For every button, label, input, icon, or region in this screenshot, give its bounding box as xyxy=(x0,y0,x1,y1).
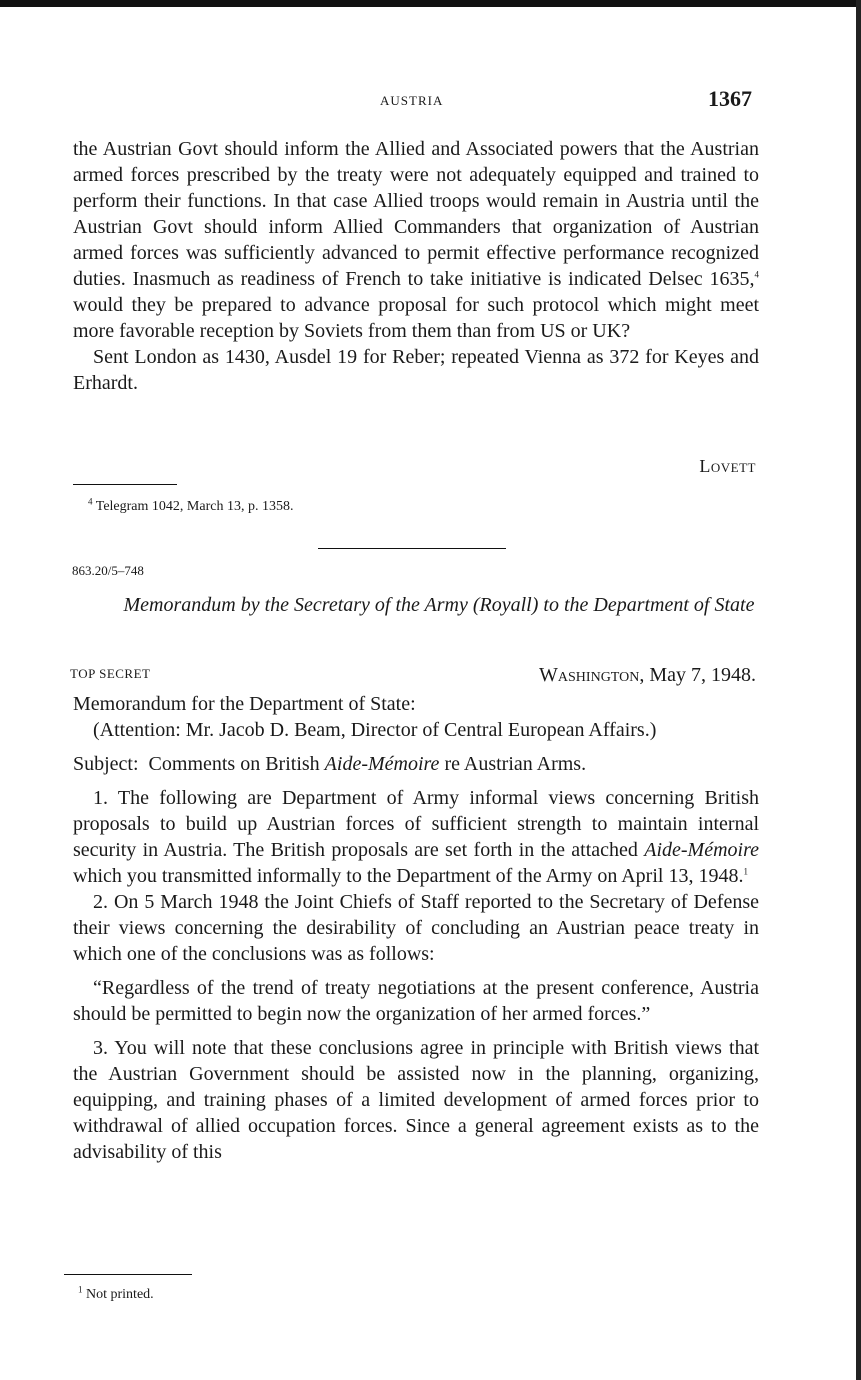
top-edge-border xyxy=(0,0,861,7)
continued-paragraph xyxy=(73,136,759,396)
footnote-mark: 4 xyxy=(88,496,93,507)
continued-paragraph-end: would they be prepared to advance proposal for such protocol which might meet more favorable reception by Soviets from them than from US or UK? xyxy=(73,294,759,342)
attention-line: (Attention: Mr. Jacob D. Beam, Director of Central European Affairs.) xyxy=(93,719,657,741)
classification-label: TOP SECRET xyxy=(70,666,151,681)
paragraph-2: 2. On 5 March 1948 the Joint Chiefs of Staff reported to the Secretary of Defense their views concerning the desirability of concluding an Austrian peace treaty in which one of the conclusions was as follows: xyxy=(73,891,759,965)
footnote-text: Not printed. xyxy=(86,1287,154,1302)
block-quote: “Regardless of the trend of treaty negotiations at the present conference, Austria should be permitted to begin now the organization of her armed forces.” xyxy=(73,977,759,1025)
document-title: Memorandum by the Secretary of the Army (Royall) to the Department of State xyxy=(123,594,755,616)
paragraph-3: 3. You will note that these conclusions agree in principle with British views that the Austrian Government should be assisted now in the planning, organizing, equipping, and training phases of a limited development of armed forces prior to withdrawal of allied occupation forces. Since a general agreement exists as to the advisability of this xyxy=(73,1037,759,1163)
footnote xyxy=(88,496,294,515)
dateline-date: , May 7, 1948. xyxy=(639,664,756,686)
footnote-ref: 4 xyxy=(754,269,759,280)
signature: Lovett xyxy=(699,456,756,476)
subject-italic: Aide-Mémoire xyxy=(324,753,440,775)
addressee: Memorandum for the Department of State: xyxy=(73,693,416,715)
paragraph-1 xyxy=(73,785,759,889)
subject-line xyxy=(73,751,759,777)
footnote xyxy=(78,1284,154,1303)
footnote-mark: 1 xyxy=(78,1284,83,1295)
section-divider xyxy=(318,548,506,549)
dateline xyxy=(539,664,756,687)
paragraph-1-text: 1. The following are Department of Army informal views concerning British proposals to build up Austrian forces of sufficient strength to maintain internal security in Austria. The British proposals are set forth in the attached xyxy=(73,787,759,861)
page-number: 1367 xyxy=(708,86,752,111)
sent-line: Sent London as 1430, Ausdel 19 for Reber; repeated Vienna as 372 for Keyes and Erhardt. xyxy=(73,346,759,394)
continued-paragraph-text: the Austrian Govt should inform the Allied and Associated powers that the Austrian armed forces prescribed by the treaty were not adequately equipped and trained to perform their functions. In that case Allied troops would remain in Austria until the Austrian Govt should inform Allied Commanders that organization of Austrian armed forces was sufficiently advanced to permit effective performance recognized duties. Inasmuch as readiness of French to take initiative is indicated Delsec 1635, xyxy=(73,138,759,290)
memo-body xyxy=(73,691,759,1165)
footnote-text: Telegram 1042, March 13, p. 1358. xyxy=(95,499,294,514)
paragraph-1-italic: Aide-Mémoire xyxy=(644,839,759,861)
running-header-title: AUSTRIA xyxy=(380,93,444,108)
footnote-divider xyxy=(64,1274,192,1275)
subject-text-after: re Austrian Arms. xyxy=(439,753,587,775)
footnote-ref: 1 xyxy=(743,866,748,877)
dateline-place: Washington xyxy=(539,664,640,686)
subject-label: Subject: xyxy=(73,753,139,775)
right-edge-border xyxy=(856,0,861,1380)
footnote-divider xyxy=(73,484,177,485)
subject-text-before: Comments on British xyxy=(148,753,325,775)
paragraph-1-end: which you transmitted informally to the Department of the Army on April 13, 1948. xyxy=(73,865,744,887)
file-number: 863.20/5–748 xyxy=(72,563,144,578)
